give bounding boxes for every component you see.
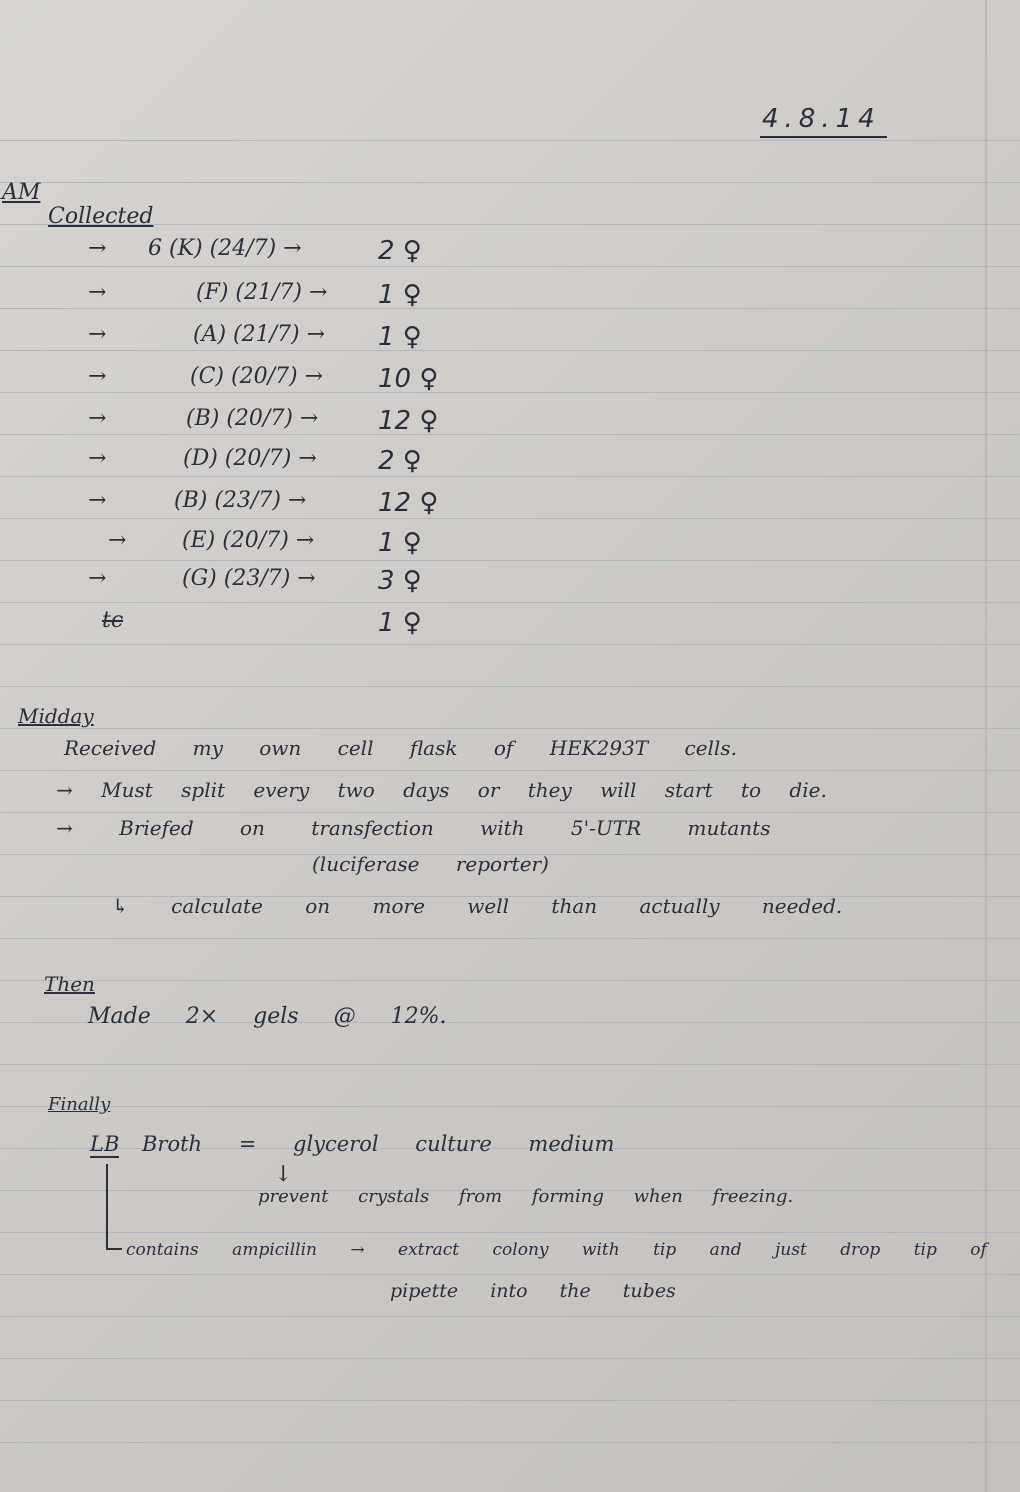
row-arrow: →: [88, 364, 107, 389]
lb-text: LB: [90, 1132, 120, 1156]
entry-date: 4.8.14: [760, 104, 887, 138]
ruled-line: [0, 1274, 1020, 1275]
finally-line-1: Broth = glycerol culture medium: [142, 1132, 615, 1156]
row-arrow: →: [88, 566, 107, 591]
ruled-line: [0, 518, 1020, 519]
row-label: (C) (20/7) →: [190, 364, 323, 389]
down-arrow-icon: ↓: [274, 1162, 293, 1187]
row-arrow: →: [88, 322, 107, 347]
row-label: (G) (23/7) →: [182, 566, 316, 591]
ruled-line: [0, 1232, 1020, 1233]
ruled-line: [0, 392, 1020, 393]
row-arrow: →: [88, 236, 107, 261]
row-label: (A) (21/7) →: [193, 322, 326, 347]
finally-line-3: contains ampicillin → extract colony with tip and just drop tip of: [126, 1240, 987, 1260]
row-count: 2 ♀: [378, 236, 422, 266]
row-count: 2 ♀: [378, 446, 422, 476]
row-count: 1 ♀: [378, 528, 422, 558]
ruled-line: [0, 1106, 1020, 1107]
bracket-connector: [106, 1164, 122, 1250]
row-label: (B) (23/7) →: [174, 488, 307, 513]
ruled-line: [0, 1064, 1020, 1065]
row-count: 3 ♀: [378, 566, 422, 596]
row-arrow: →: [88, 280, 107, 305]
ruled-line: [0, 602, 1020, 603]
row-label: (F) (21/7) →: [196, 280, 328, 305]
ruled-line: [0, 644, 1020, 645]
midday-line-3: → Briefed on transfection with 5'-UTR mutants: [56, 816, 771, 840]
finally-heading: Finally: [48, 1094, 111, 1115]
midday-line-5: ↳ calculate on more well than actually needed.: [112, 894, 843, 918]
row-label: (E) (20/7) →: [182, 528, 315, 553]
finally-line-2: prevent crystals from forming when freezing.: [258, 1186, 794, 1207]
collected-heading: Collected: [48, 204, 154, 229]
row-arrow: →: [88, 406, 107, 431]
midday-line-1: Received my own cell flask of HEK293T cells.: [64, 736, 737, 760]
ruled-line: [0, 434, 1020, 435]
ruled-line: [0, 1442, 1020, 1443]
ruled-line: [0, 1400, 1020, 1401]
am-heading: AM: [2, 180, 41, 205]
midday-line-2: → Must split every two days or they will start to die.: [56, 778, 827, 802]
row-count: 12 ♀: [378, 406, 439, 436]
row-label: (D) (20/7) →: [183, 446, 317, 471]
row-arrow: →: [88, 446, 107, 471]
ruled-line: [0, 1358, 1020, 1359]
row-count: 12 ♀: [378, 488, 439, 518]
ruled-line: [0, 308, 1020, 309]
row-count: 1 ♀: [378, 608, 422, 638]
ruled-line: [0, 560, 1020, 561]
ruled-line: [0, 266, 1020, 267]
ruled-line: [0, 350, 1020, 351]
ruled-line: [0, 728, 1020, 729]
ruled-line: [0, 812, 1020, 813]
row-count: 10 ♀: [378, 364, 439, 394]
ruled-line: [0, 980, 1020, 981]
ruled-line: [0, 770, 1020, 771]
midday-heading: Midday: [18, 704, 94, 728]
midday-line-4: (luciferase reporter): [312, 852, 549, 876]
row-arrow: →: [108, 528, 127, 553]
ruled-line: [0, 1316, 1020, 1317]
row-count: 1 ♀: [378, 322, 422, 352]
row-label: (B) (20/7) →: [186, 406, 319, 431]
then-heading: Then: [44, 972, 95, 996]
lb-label: [90, 1132, 119, 1156]
ruled-line: [0, 686, 1020, 687]
page-margin-line: [985, 0, 987, 1492]
row-arrow: →: [88, 488, 107, 513]
ruled-line: [0, 476, 1020, 477]
row-label: 6 (K) (24/7) →: [148, 236, 302, 261]
row-count: 1 ♀: [378, 280, 422, 310]
ruled-line: [0, 938, 1020, 939]
row-arrow: tc: [102, 608, 124, 633]
ruled-line: [0, 182, 1020, 183]
ruled-line: [0, 140, 1020, 141]
finally-line-4: pipette into the tubes: [390, 1280, 676, 1302]
then-line-1: Made 2× gels @ 12%.: [88, 1004, 447, 1029]
